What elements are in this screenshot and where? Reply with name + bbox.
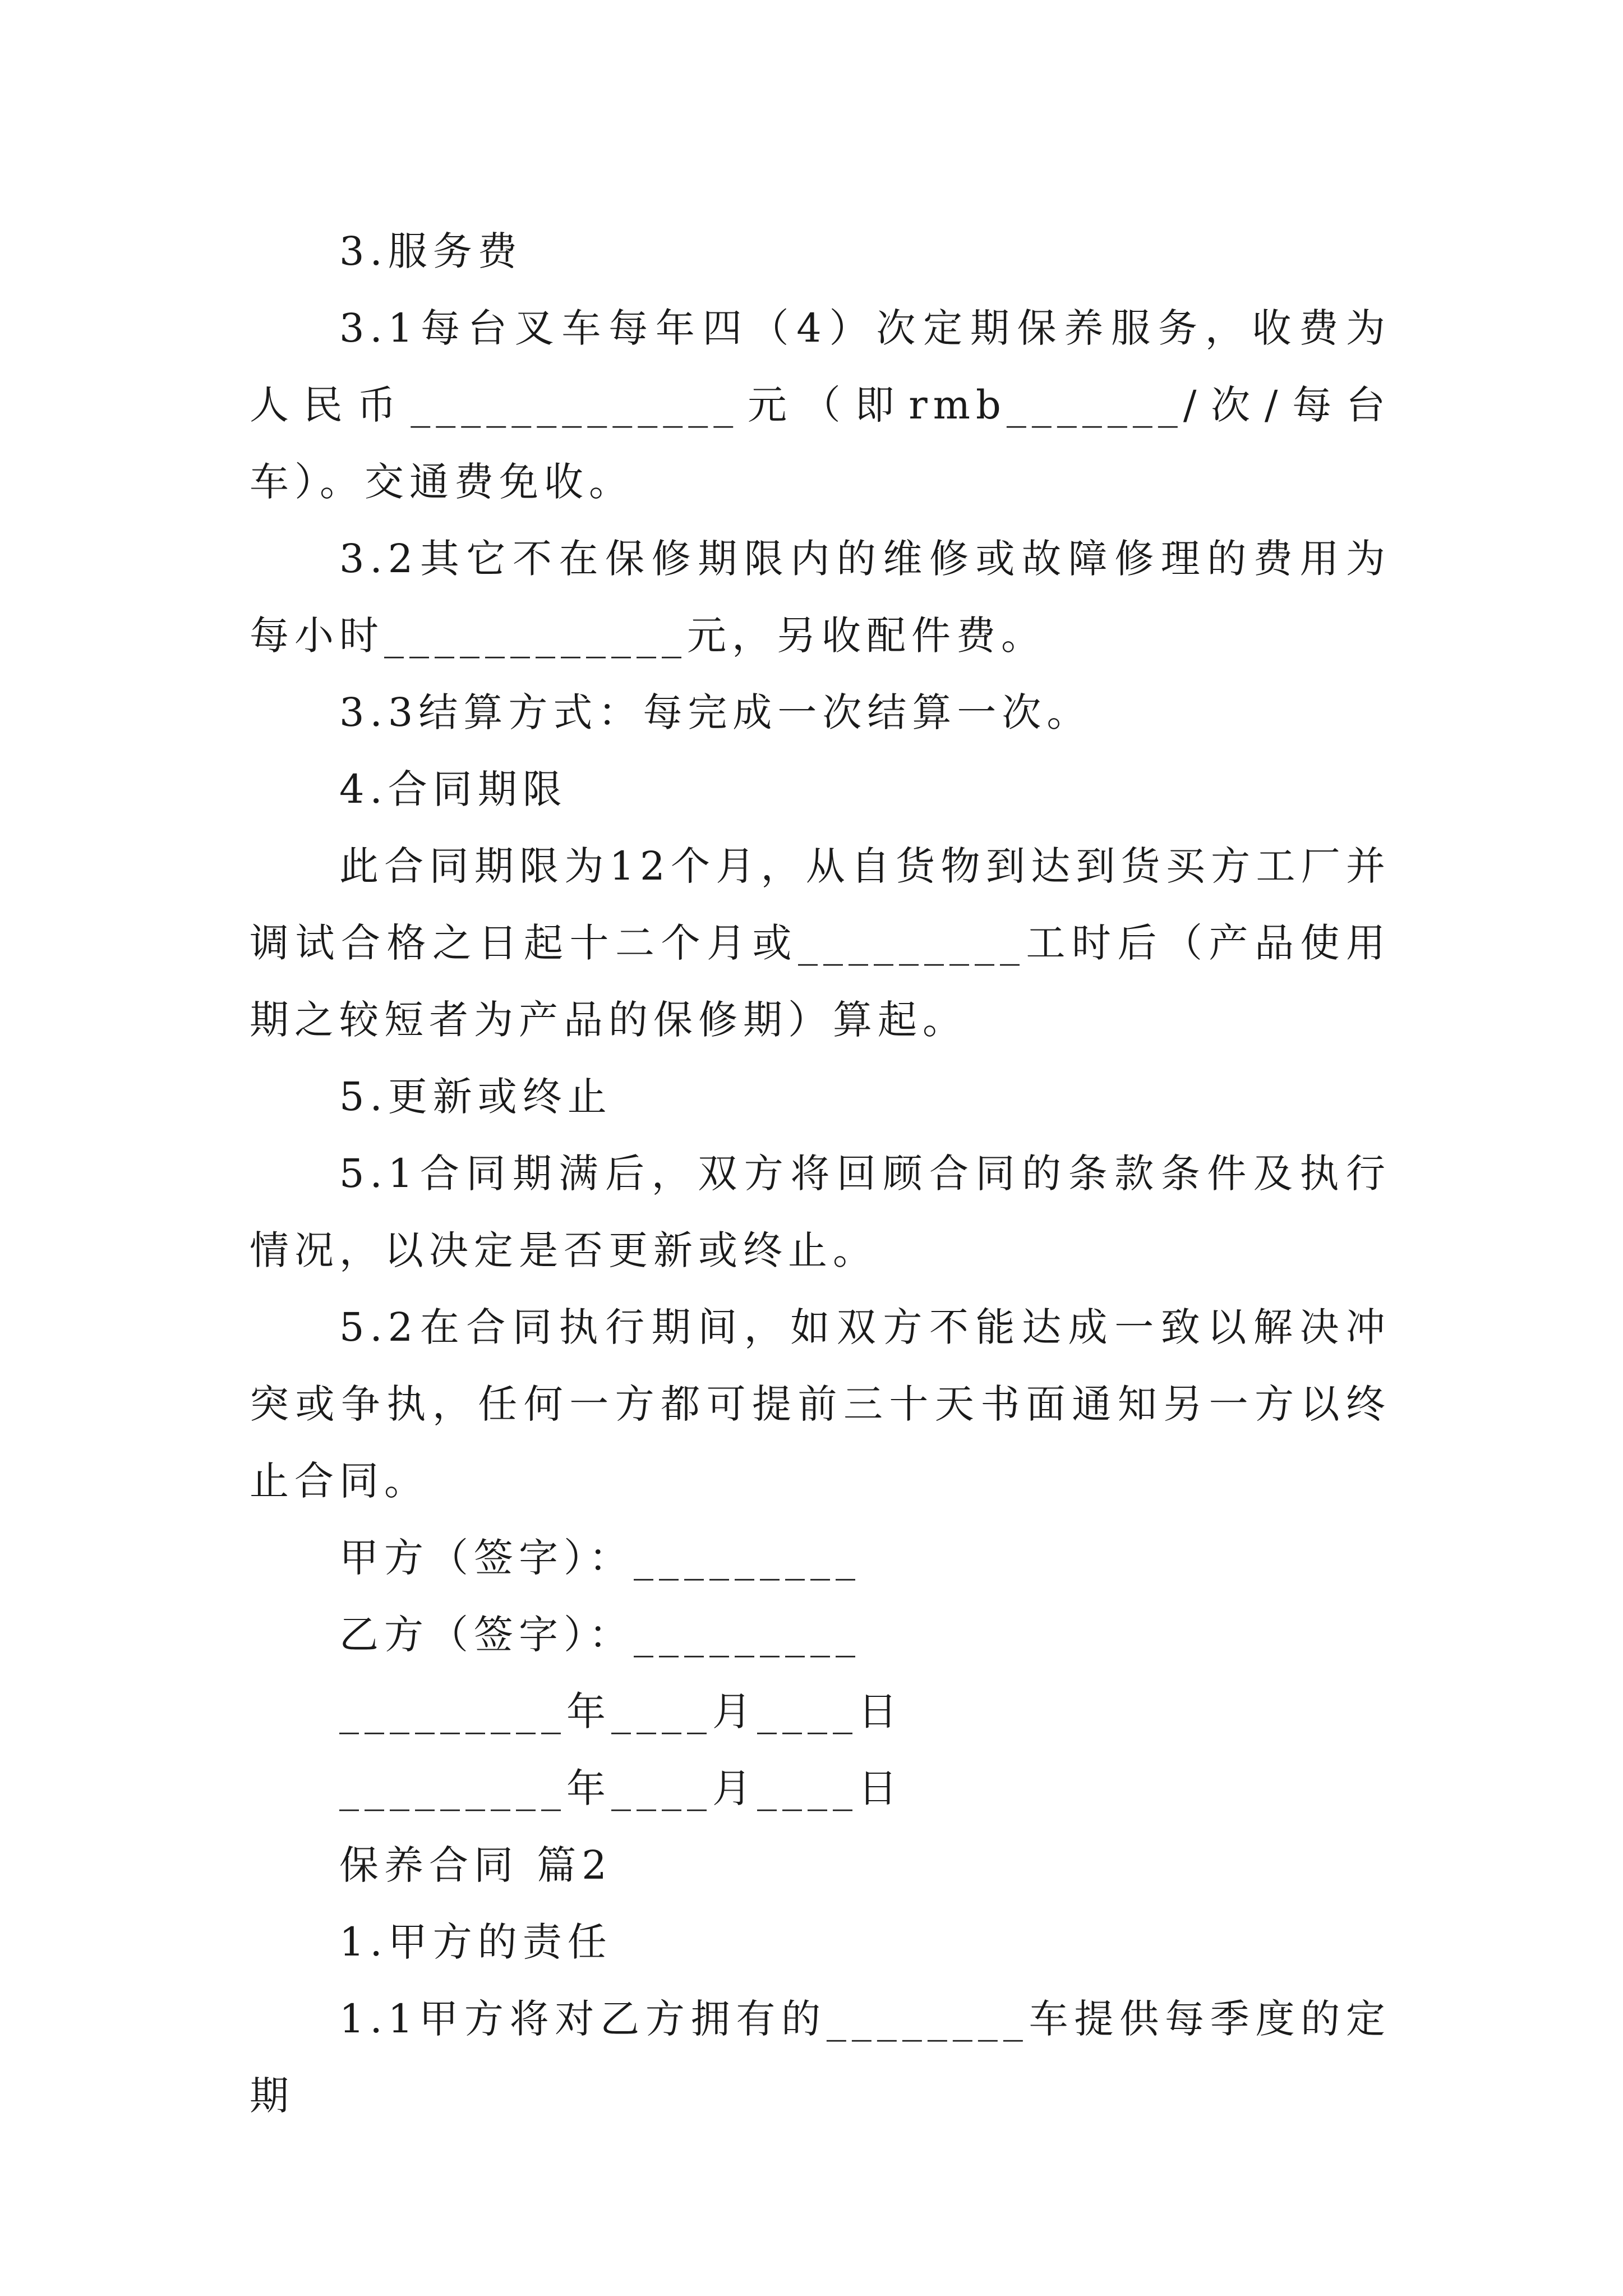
section-heading-party-a-responsibility: 1.甲方的责任 xyxy=(339,1919,612,1965)
clause-5-2: 5.2在合同执行期间，如双方不能达成一致以解决冲突或争执，任何一方都可提前三十天书面通知另一方以终止合同。 xyxy=(250,1304,1391,1504)
contract-title-part-2: 保养合同 篇2 xyxy=(339,1842,612,1888)
section-heading-renewal-termination: 5.更新或终止 xyxy=(339,1074,612,1120)
clause-3-3: 3.3结算方式：每完成一次结算一次。 xyxy=(339,689,1092,735)
signature-date-2: _________年____月____日 xyxy=(339,1765,903,1811)
clause-3-1: 3.1每台叉车每年四（4）次定期保养服务，收费为人民币_____________元（即rmb_______/次/每台车）。交通费免收。 xyxy=(250,305,1391,505)
clause-5-1: 5.1合同期满后，双方将回顾合同的条款条件及执行情况，以决定是否更新或终止。 xyxy=(250,1151,1391,1273)
signature-party-b: 乙方（签字）：_________ xyxy=(339,1612,861,1658)
section-heading-contract-term: 4.合同期限 xyxy=(339,766,568,812)
clause-4: 此合同期限为12个月，从自货物到达到货买方工厂并调试合格之日起十二个月或_________工时后（产品使用期之较短者为产品的保修期）算起。 xyxy=(250,843,1391,1043)
clause-1-1: 1.1甲方将对乙方拥有的________车提供每季度的定期 xyxy=(250,1996,1391,2119)
signature-date-1: _________年____月____日 xyxy=(339,1688,903,1734)
document-page xyxy=(250,213,1391,2134)
signature-party-a: 甲方（签字）：_________ xyxy=(339,1535,861,1581)
section-heading-service-fee: 3.服务费 xyxy=(339,228,523,274)
clause-3-2: 3.2其它不在保修期限内的维修或故障修理的费用为每小时____________元，另收配件费。 xyxy=(250,536,1391,659)
